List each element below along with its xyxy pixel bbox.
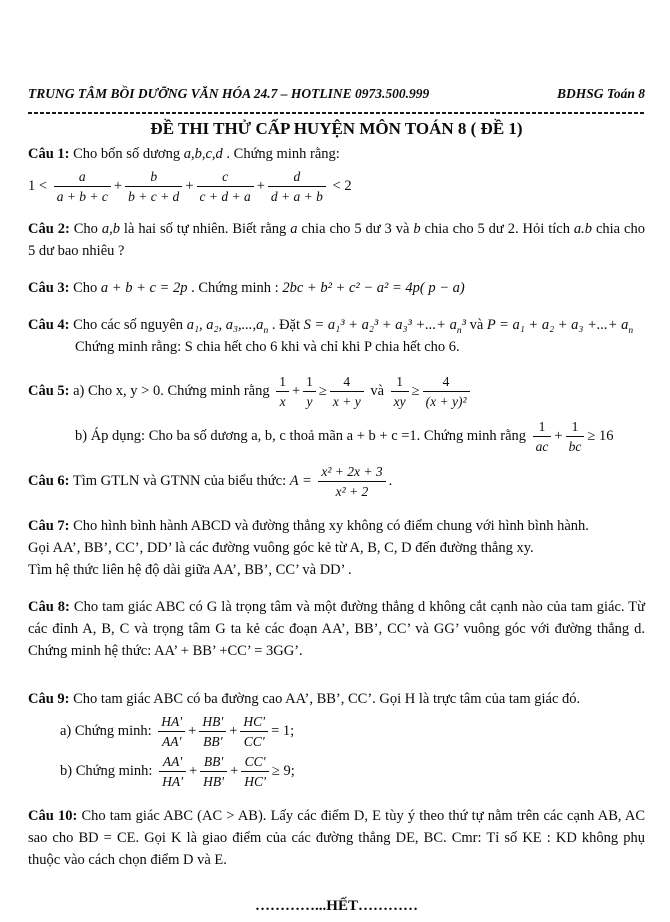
- question-8-text: Cho tam giác ABC có G là trọng tâm và một đường thẳng d không cắt cạnh nào của tam giác. Từ các đỉnh A, B, C và trọng tâm G ta kẻ các đoạn AA’, BB’, CC’ và GG’ vuông góc với đường thẳng d. Chứng minh hệ thức: AA’ + BB’ +CC’ = 3GG’.: [28, 599, 645, 659]
- plus-operator: +: [185, 177, 194, 194]
- q1-fraction-4: [268, 169, 326, 204]
- math-inline: P = a₁ + a₂ + a₃ +...+ a: [486, 317, 629, 333]
- numerator: 1: [571, 419, 579, 434]
- plus-operator: +: [256, 177, 265, 194]
- q9-fraction-2: [199, 714, 226, 749]
- denominator: b + c + d: [125, 186, 182, 204]
- plus-operator: +: [229, 722, 238, 739]
- numerator: 1: [396, 374, 404, 389]
- q5-fraction-1: [276, 374, 289, 409]
- math-tail: < 2: [332, 177, 352, 194]
- numerator: HB': [202, 714, 224, 729]
- question-6-text: Tìm GTLN và GTNN của biểu thức:: [72, 472, 290, 489]
- denominator: AA': [158, 731, 185, 749]
- math-inline: 2bc + b² + c² − a² = 4p( p − a): [282, 280, 465, 296]
- q9-fraction-5: [200, 754, 227, 789]
- question-5: [28, 373, 645, 455]
- equals-tail: = 1;: [271, 722, 295, 739]
- question-1-label: Câu 1:: [28, 146, 70, 162]
- question-2-body: [28, 218, 645, 262]
- question-7: [28, 515, 645, 581]
- question-5a-text-2: và: [366, 382, 388, 399]
- question-7-label: Câu 7:: [28, 518, 70, 534]
- plus-operator: +: [113, 177, 123, 194]
- q9-fraction-4: [159, 754, 186, 789]
- numerator: 4: [442, 374, 450, 389]
- numerator: HC': [243, 714, 266, 729]
- numerator: HA': [161, 714, 183, 729]
- question-1: [28, 143, 645, 205]
- superscript-3: ³: [461, 317, 466, 333]
- header-course-tag: BDHSG Toán 8: [556, 86, 645, 101]
- subscript-n: n: [263, 325, 269, 336]
- subscript-n: n: [456, 325, 462, 336]
- question-4: [28, 314, 645, 358]
- denominator: CC': [240, 731, 268, 749]
- question-5b-text: b) Áp dụng: Cho ba số dương a, b, c thoả mãn a + b + c =1. Chứng minh rằng: [75, 427, 527, 444]
- question-2-text: là hai số tự nhiên. Biết rằng: [119, 221, 291, 237]
- denominator: xy: [391, 391, 409, 409]
- question-10-text: Cho tam giác ABC (AC > AB). Lấy các điểm D, E tùy ý theo thứ tự nằm trên các cạnh AB, AC sao cho BD = CE. Gọi K là giao điểm của các đường thẳng DE, BC. Cmr: Tỉ số KE : KD không phụ thuộc vào cách chọn điểm D và E.: [28, 808, 646, 868]
- subscript-n: n: [628, 325, 634, 336]
- plus-operator: +: [230, 762, 239, 779]
- numerator: CC': [244, 754, 266, 769]
- question-1-text-2: . Chứng minh rằng:: [222, 146, 340, 162]
- q9-fraction-1: [158, 714, 185, 749]
- question-7-text: Cho hình bình hành ABCD và đường thẳng xy không có điểm chung với hình bình hành.: [73, 518, 589, 534]
- q1-fraction-1: [54, 169, 111, 204]
- question-2-text: chia cho 5 dư 3 và: [297, 221, 414, 237]
- question-9-label: Câu 9:: [28, 691, 70, 707]
- question-7-line1: [28, 515, 645, 537]
- question-6-tail: .: [388, 472, 393, 489]
- question-1-intro: [28, 143, 645, 165]
- denominator: x: [276, 391, 289, 409]
- numerator: AA': [162, 754, 183, 769]
- denominator: BB': [199, 731, 226, 749]
- question-5-label: Câu 5:: [28, 382, 70, 399]
- question-10: [28, 805, 645, 871]
- math-inline: a: [290, 221, 298, 237]
- question-5b-tail: ≥ 16: [587, 427, 614, 444]
- question-2-text: chia cho 5 dư bao nhiêu ?: [28, 221, 645, 259]
- question-4-text: . Đặt: [268, 317, 304, 333]
- question-3: [28, 277, 645, 299]
- math-inline: a.b: [573, 221, 593, 237]
- dashed-divider: [28, 112, 645, 114]
- question-6: [28, 463, 645, 500]
- denominator: bc: [566, 436, 585, 454]
- question-2-label: Câu 2:: [28, 221, 70, 237]
- q5-fraction-3: [330, 374, 364, 409]
- question-4-text-2: Chứng minh rằng: S chia hết cho 6 khi và chỉ khi P chia hết cho 6.: [75, 339, 460, 355]
- denominator: (x + y)²: [423, 391, 470, 409]
- question-5a-text: a) Cho x, y > 0. Chứng minh rằng: [73, 382, 270, 399]
- denominator: a + b + c: [54, 186, 111, 204]
- question-5a: [28, 373, 645, 410]
- geq-operator: ≥: [411, 382, 420, 399]
- question-8-label: Câu 8:: [28, 599, 70, 615]
- question-2: [28, 218, 645, 262]
- question-3-label: Câu 3:: [28, 280, 70, 296]
- question-7-text-3: Tìm hệ thức liên hệ độ dài giữa AA’, BB’, CC’ và DD’ .: [28, 562, 352, 578]
- question-4-label: Câu 4:: [28, 317, 70, 333]
- question-6-body: [28, 463, 645, 500]
- numerator: 4: [343, 374, 351, 389]
- numerator: BB': [203, 754, 224, 769]
- plus-operator: +: [188, 762, 198, 779]
- q9-fraction-6: [241, 754, 269, 789]
- question-1-text: Cho bốn số dương: [73, 146, 184, 162]
- numerator: c: [222, 169, 229, 184]
- item-a-label: a): [60, 722, 72, 739]
- question-4-text: Cho các số nguyên: [73, 317, 187, 333]
- q6-fraction: [318, 464, 385, 499]
- q9-fraction-3: [240, 714, 268, 749]
- document-header: [28, 86, 645, 102]
- question-3-text: . Chứng minh :: [187, 280, 283, 296]
- geq-operator: ≥: [318, 382, 327, 399]
- numerator: 1: [538, 419, 546, 434]
- question-9: [28, 688, 645, 790]
- denominator: HA': [159, 771, 186, 789]
- math-inline: a,b: [101, 221, 120, 237]
- question-9a: [28, 713, 645, 750]
- numerator: d: [293, 169, 301, 184]
- question-1-formula: [28, 168, 645, 205]
- q5-fraction-4: [391, 374, 409, 409]
- denominator: HC': [241, 771, 269, 789]
- math-lead: 1 <: [28, 177, 48, 194]
- question-7-text-2: Gọi AA’, BB’, CC’, DD’ là các đường vuông góc kẻ từ A, B, C, D đến đường thẳng xy.: [28, 540, 534, 556]
- question-10-body: [28, 805, 645, 871]
- denominator: y: [303, 391, 316, 409]
- footer-het: …………...HẾT…………: [255, 898, 418, 914]
- denominator: d + a + b: [268, 186, 326, 204]
- question-8: [28, 596, 645, 662]
- plus-operator: +: [188, 722, 197, 739]
- question-9-text: Cho tam giác ABC có ba đường cao AA’, BB’, CC’. Gọi H là trực tâm của tam giác đó.: [73, 691, 581, 707]
- item-b-label: b): [60, 762, 73, 779]
- plus-operator: +: [291, 382, 301, 399]
- numerator: a: [78, 169, 86, 184]
- q1-fraction-2: [125, 169, 182, 204]
- question-4-intro: [28, 314, 645, 336]
- question-4-text: và: [465, 317, 487, 333]
- question-3-text: Cho: [73, 280, 101, 296]
- math-inline: a + b + c = 2p: [100, 280, 188, 296]
- math-inline: S = a₁³ + a₂³ + a₃³ +...+ a: [303, 317, 457, 333]
- denominator: x + y: [330, 391, 364, 409]
- question-2-text: chia cho 5 dư 2. Hỏi tích: [420, 221, 574, 237]
- question-4-line2: [28, 336, 645, 358]
- geq-tail: ≥ 9;: [271, 762, 295, 779]
- q5-fraction-2: [303, 374, 316, 409]
- numerator: x² + 2x + 3: [321, 464, 383, 479]
- numerator: b: [150, 169, 158, 184]
- question-2-text: Cho: [73, 221, 102, 237]
- plus-operator: +: [554, 427, 563, 444]
- question-10-label: Câu 10:: [28, 808, 78, 824]
- math-inline: b: [413, 221, 421, 237]
- q5-fraction-7: [566, 419, 585, 454]
- question-9-intro: [28, 688, 645, 710]
- q1-fraction-3: [197, 169, 254, 204]
- header-center-name: TRUNG TÂM BỒI DƯỠNG VĂN HÓA 24.7 – HOTLINE 0973.500.999: [28, 86, 430, 101]
- math-inline: A =: [289, 472, 312, 489]
- denominator: c + d + a: [197, 186, 254, 204]
- question-6-label: Câu 6:: [28, 472, 70, 489]
- exam-title: ĐỀ THI THỬ CẤP HUYỆN MÔN TOÁN 8 ( ĐỀ 1): [150, 119, 523, 138]
- question-8-body: [28, 596, 645, 662]
- denominator: ac: [533, 436, 552, 454]
- q5-fraction-5: [423, 374, 470, 409]
- question-7-line3: [28, 559, 645, 581]
- question-5b: [28, 418, 645, 455]
- denominator: HB': [200, 771, 227, 789]
- numerator: 1: [306, 374, 313, 389]
- question-7-line2: [28, 537, 645, 559]
- denominator: x² + 2: [318, 481, 385, 499]
- question-9b: [28, 753, 645, 790]
- math-inline: a₁, a₂, a₃,...,a: [186, 317, 264, 333]
- numerator: 1: [279, 374, 286, 389]
- question-3-body: [28, 277, 645, 299]
- math-inline: a,b,c,d: [183, 146, 223, 162]
- question-9b-text: Chứng minh:: [75, 762, 153, 779]
- question-9a-text: Chứng minh:: [74, 722, 152, 739]
- q5-fraction-6: [533, 419, 552, 454]
